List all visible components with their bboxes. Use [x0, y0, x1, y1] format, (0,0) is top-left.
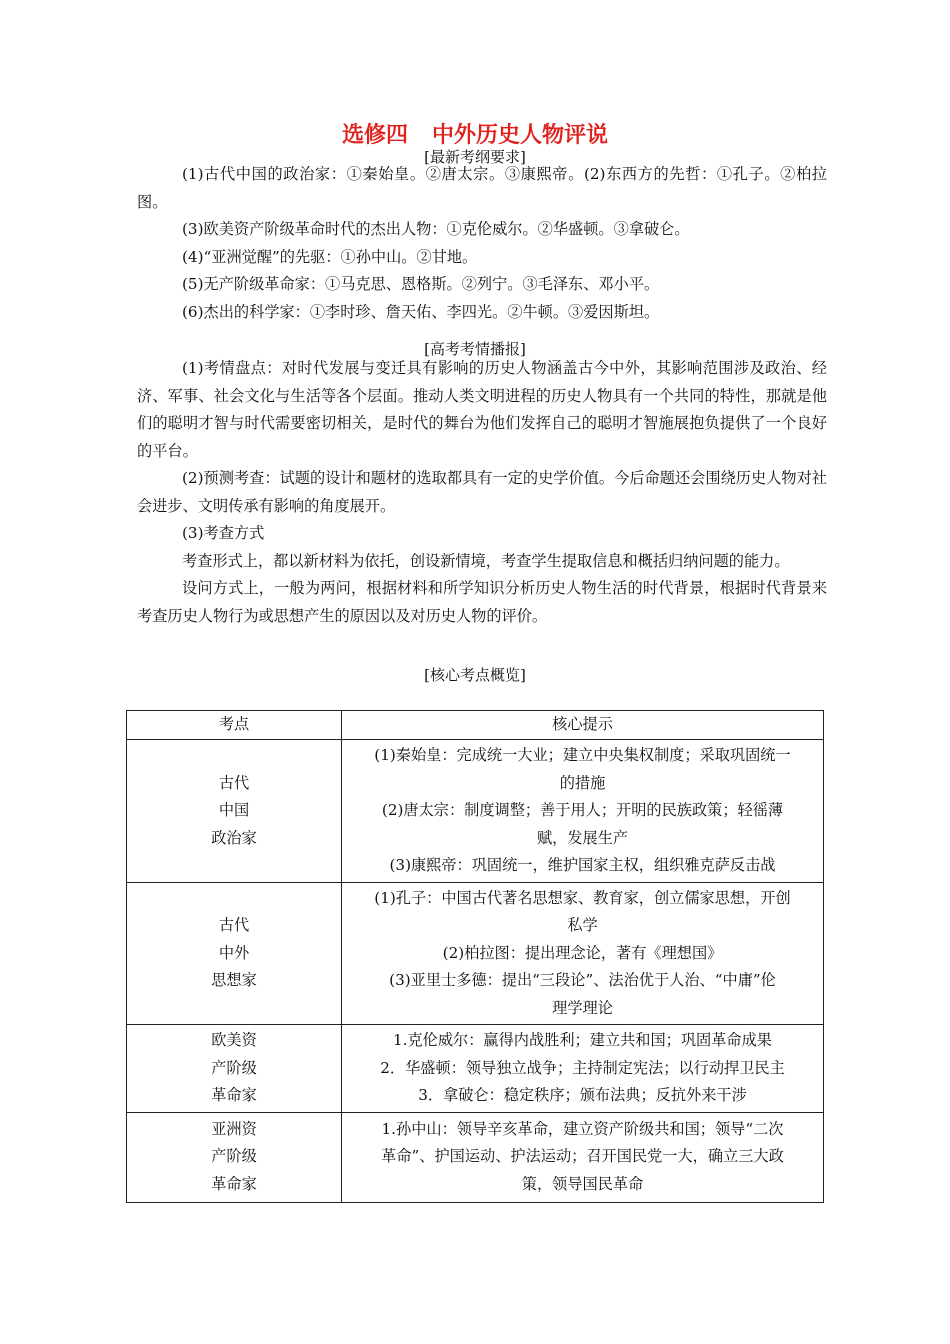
- report-paragraph: (1)考情盘点：对时代发展与变迁具有影响的历史人物涵盖古今中外，其影响范围涉及政治、经济、军事、社会文化与生活等各个层面。推动人类文明进程的历史人物具有一个共同的特性，那就是他们的聪明才智与时代需要密切相关，是时代的舞台为他们发挥自己的聪明才智施展抱负提供了一个良好的平台。: [137, 359, 827, 460]
- key-line: 中国: [218, 801, 250, 819]
- title-part-a: 选修四: [341, 123, 408, 148]
- section-heading-requirements: [最新考纲要求]: [424, 148, 526, 166]
- content-line: 的措施: [559, 773, 606, 792]
- requirement-item: (3)欧美资产阶级革命时代的杰出人物：①克伦威尔。②华盛顿。③拿破仑。: [182, 220, 690, 238]
- report-paragraph: (3)考查方式: [182, 524, 265, 542]
- content-line: (2)唐太宗：制度调整；善于用人；开明的民族政策；轻徭薄: [381, 801, 784, 819]
- key-line: 古代: [218, 773, 250, 792]
- key-line: 古代: [218, 916, 250, 934]
- content-line: 策，领导国民革命: [521, 1174, 644, 1193]
- requirement-item: (4)“亚洲觉醒”的先驱：①孙中山。②甘地。: [182, 247, 478, 266]
- content-line: 1.孙中山：领导辛亥革命，建立资产阶级共和国；领导“二次: [381, 1119, 784, 1138]
- content-line: (3)亚里士多德：提出“三段论”、法治优于人治、“中庸”伦: [389, 971, 776, 989]
- table-row: [127, 740, 824, 883]
- table-header-cell: 核心提示: [342, 711, 824, 740]
- table-content-cell: [342, 882, 824, 1025]
- content-line: 3．拿破仑：稳定秩序；颁布法典；反抗外来干涉: [418, 1086, 747, 1104]
- requirement-item: (6)杰出的科学家：①李时珍、詹天佑、李四光。②牛顿。③爱因斯坦。: [182, 302, 660, 321]
- content-line: 1.克伦威尔：赢得内战胜利；建立共和国；巩固革命成果: [393, 1031, 772, 1049]
- table-key-cell: [127, 1025, 342, 1113]
- requirement-item: (5)无产阶级革命家：①马克思、恩格斯。②列宁。③毛泽东、邓小平。: [182, 275, 660, 293]
- content-line: (1)孔子：中国古代著名思想家、教育家，创立儒家思想，开创: [374, 888, 791, 907]
- key-line: 中外: [218, 943, 250, 962]
- table-content-cell: [342, 1025, 824, 1113]
- report-block: [137, 355, 827, 630]
- table-content-cell: [342, 1112, 824, 1202]
- title-part-b: 中外历史人物评说: [432, 123, 609, 148]
- key-line: 政治家: [211, 828, 257, 847]
- key-line: 革命家: [211, 1174, 257, 1193]
- table-row: [127, 1112, 824, 1202]
- content-line: 2．华盛顿：领导独立战争；主持制定宪法；以行动捍卫民主: [380, 1058, 785, 1077]
- content-line: (1)秦始皇：完成统一大业；建立中央集权制度；采取巩固统一: [374, 746, 791, 764]
- content-line: 赋，发展生产: [536, 828, 629, 847]
- page-title: [0, 122, 950, 150]
- table-key-cell: [127, 1112, 342, 1202]
- section-heading-report: [高考考情播报]: [424, 340, 526, 358]
- content-line: 私学: [567, 916, 598, 934]
- table-key-cell: [127, 882, 342, 1025]
- key-line: 思想家: [211, 971, 257, 989]
- section-heading-overview: [核心考点概览]: [424, 666, 526, 684]
- report-paragraph: 考查形式上，都以新材料为依托，创设新情境，考查学生提取信息和概括归纳问题的能力。: [182, 551, 790, 570]
- core-points-table: [126, 710, 824, 1203]
- requirement-item: (1)古代中国的政治家：①秦始皇。②唐太宗。③康熙帝。(2)东西方的先哲：①孔子。②柏拉图。: [137, 165, 827, 211]
- table-key-cell: [127, 740, 342, 883]
- content-line: (3)康熙帝：巩固统一，维护国家主权，组织雅克萨反击战: [389, 856, 776, 874]
- table-header-row: [127, 711, 824, 740]
- key-line: 产阶级: [211, 1147, 257, 1166]
- table-row: [127, 1025, 824, 1113]
- key-line: 革命家: [211, 1086, 257, 1104]
- table-content-cell: [342, 740, 824, 883]
- key-line: 亚洲资: [211, 1119, 257, 1138]
- table-header-cell: 考点: [127, 711, 342, 740]
- requirements-block: [137, 161, 827, 326]
- report-paragraph: 设问方式上，一般为两问，根据材料和所学知识分析历史人物生活的时代背景，根据时代背景来考查历史人物行为或思想产生的原因以及对历史人物的评价。: [137, 579, 827, 625]
- report-paragraph: (2)预测考查：试题的设计和题材的选取都具有一定的史学价值。今后命题还会围绕历史人物对社会进步、文明传承有影响的角度展开。: [137, 469, 827, 515]
- content-line: 革命”、护国运动、护法运动；召开国民党一大，确立三大政: [381, 1147, 784, 1166]
- content-line: 理学理论: [552, 998, 613, 1017]
- key-line: 欧美资: [211, 1031, 257, 1049]
- content-line: (2)柏拉图：提出理念论，著有《理想国》: [442, 943, 723, 962]
- table-row: [127, 882, 824, 1025]
- key-line: 产阶级: [211, 1058, 257, 1077]
